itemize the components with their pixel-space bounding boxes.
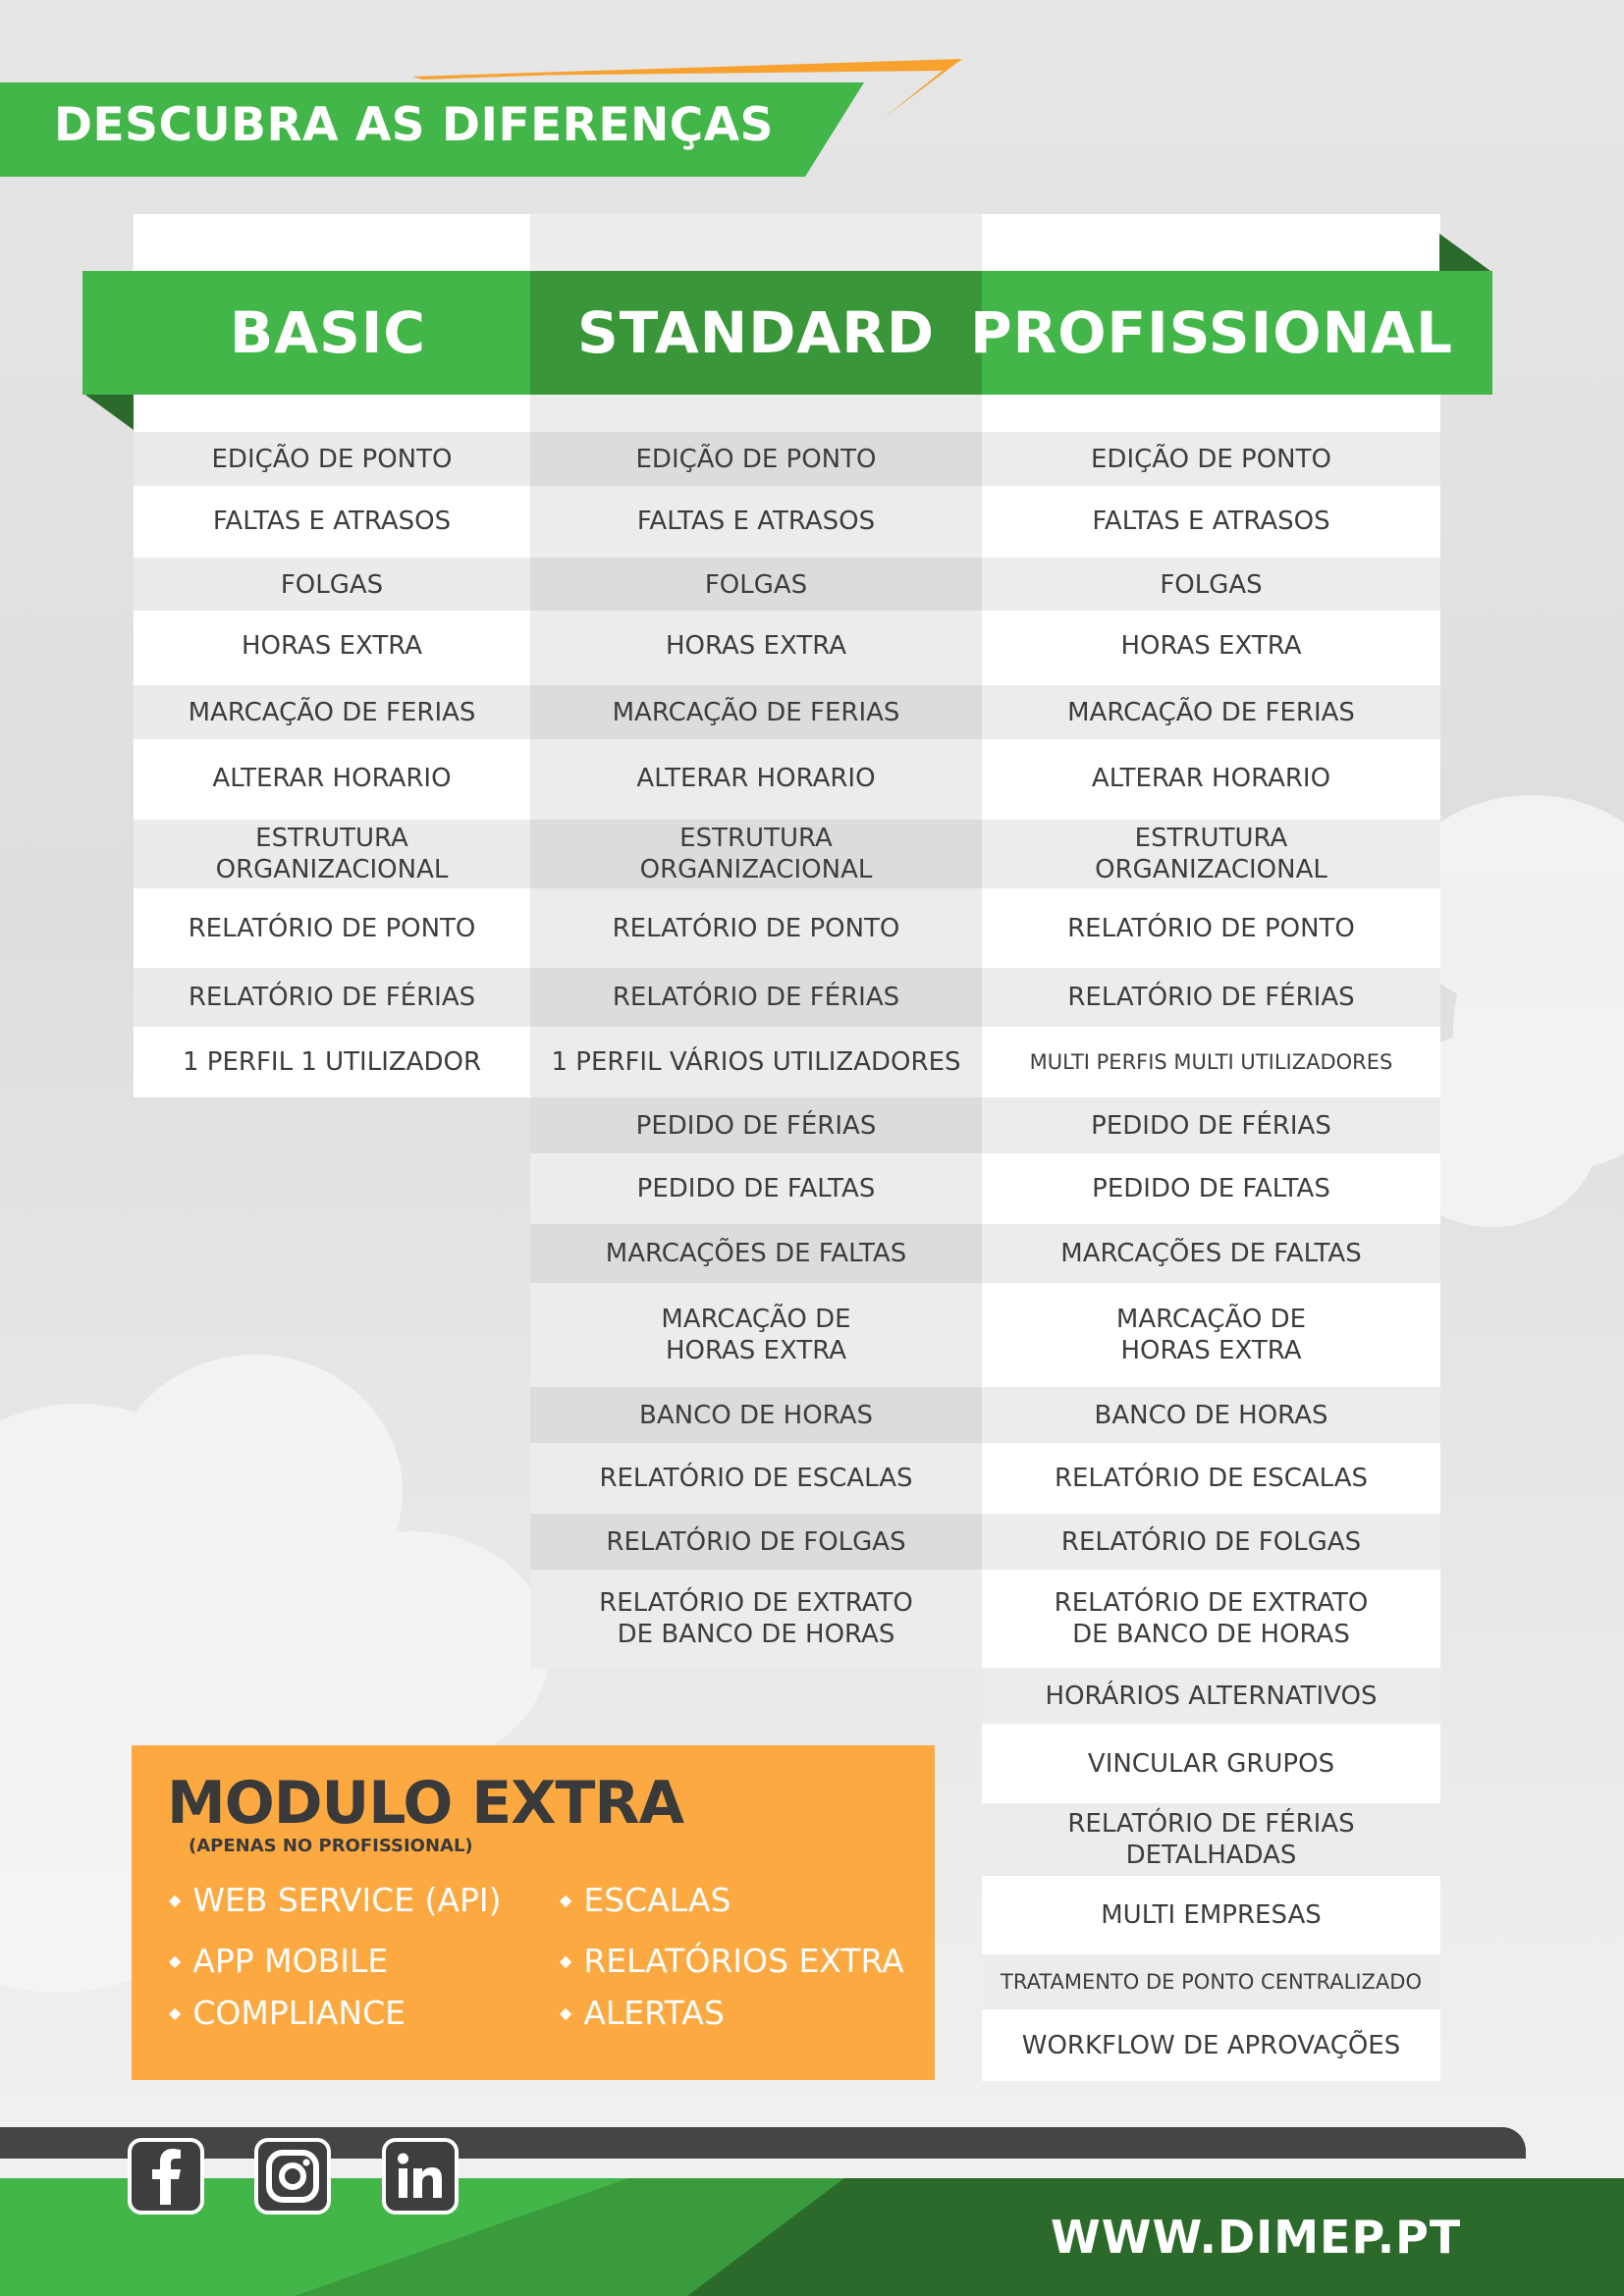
footer-dark-bar	[0, 2127, 1526, 2159]
extra-module-box	[132, 1745, 935, 2080]
ribbon-fold-right	[1439, 234, 1492, 273]
feature-cell-standard: MARCAÇÃO DE FERIAS	[530, 685, 982, 739]
page-title: DESCUBRA AS DIFERENÇAS	[54, 98, 775, 152]
extra-item: ◆ WEB SERVICE (API)	[169, 1881, 502, 1919]
feature-cell-basic: EDIÇÃO DE PONTO	[134, 432, 530, 486]
feature-cell-standard: HORAS EXTRA	[530, 611, 982, 681]
feature-cell-standard: RELATÓRIO DE FOLGAS	[530, 1514, 982, 1570]
feature-cell-standard: BANCO DE HORAS	[530, 1387, 982, 1443]
feature-cell-standard: MARCAÇÃO DE HORAS EXTRA	[530, 1283, 982, 1387]
facebook-icon[interactable]	[128, 2138, 204, 2215]
feature-cell-standard: MARCAÇÕES DE FALTAS	[530, 1224, 982, 1283]
feature-cell-profissional: BANCO DE HORAS	[982, 1387, 1440, 1443]
bullet-icon: ◆	[560, 1891, 572, 1909]
feature-cell-basic: RELATÓRIO DE PONTO	[134, 889, 530, 968]
extra-item: ◆ ALERTAS	[560, 1994, 725, 2032]
extra-module-subtitle: (APENAS NO PROFISSIONAL)	[189, 1836, 473, 1856]
extra-module-title: MODULO EXTRA	[167, 1769, 684, 1838]
linkedin-icon[interactable]	[382, 2138, 459, 2215]
feature-cell-profissional: RELATÓRIO DE FÉRIAS DETALHADAS	[982, 1803, 1440, 1876]
bullet-icon: ◆	[560, 1951, 572, 1970]
feature-cell-profissional: FALTAS E ATRASOS	[982, 486, 1440, 557]
feature-cell-standard: 1 PERFIL VÁRIOS UTILIZADORES	[530, 1027, 982, 1097]
website-url[interactable]: WWW.DIMEP.PT	[1051, 2211, 1462, 2264]
feature-cell-profissional: HORÁRIOS ALTERNATIVOS	[982, 1668, 1440, 1724]
bullet-icon: ◆	[560, 2003, 572, 2022]
bullet-icon: ◆	[169, 1891, 182, 1909]
feature-cell-standard: PEDIDO DE FALTAS	[530, 1153, 982, 1224]
feature-cell-standard: RELATÓRIO DE FÉRIAS	[530, 968, 982, 1027]
extra-item: ◆ COMPLIANCE	[169, 1994, 406, 2032]
feature-cell-profissional: EDIÇÃO DE PONTO	[982, 432, 1440, 486]
feature-cell-basic: FALTAS E ATRASOS	[134, 486, 530, 557]
feature-cell-profissional: RELATÓRIO DE FOLGAS	[982, 1514, 1440, 1570]
feature-cell-profissional: PEDIDO DE FALTAS	[982, 1153, 1440, 1224]
feature-cell-standard: EDIÇÃO DE PONTO	[530, 432, 982, 486]
plan-header-basic: BASIC	[82, 271, 530, 395]
feature-cell-standard: RELATÓRIO DE ESCALAS	[530, 1443, 982, 1514]
feature-cell-basic: FOLGAS	[134, 558, 530, 612]
feature-cell-basic: ESTRUTURA ORGANIZACIONAL	[134, 820, 530, 888]
feature-cell-profissional: MULTI EMPRESAS	[982, 1876, 1440, 1954]
feature-cell-standard: FOLGAS	[530, 558, 982, 612]
feature-cell-profissional: VINCULAR GRUPOS	[982, 1724, 1440, 1803]
feature-cell-profissional: ALTERAR HORARIO	[982, 739, 1440, 818]
extra-item: ◆ ESCALAS	[560, 1881, 731, 1919]
feature-cell-profissional: FOLGAS	[982, 558, 1440, 612]
ribbon-fold-left	[82, 393, 135, 432]
feature-cell-profissional: PEDIDO DE FÉRIAS	[982, 1097, 1440, 1153]
feature-cell-standard: ESTRUTURA ORGANIZACIONAL	[530, 820, 982, 888]
feature-cell-profissional: TRATAMENTO DE PONTO CENTRALIZADO	[982, 1954, 1440, 2009]
bullet-icon: ◆	[169, 1951, 182, 1970]
feature-cell-profissional: RELATÓRIO DE PONTO	[982, 889, 1440, 968]
feature-cell-profissional: HORAS EXTRA	[982, 611, 1440, 681]
bullet-icon: ◆	[169, 2003, 182, 2022]
extra-item: ◆ RELATÓRIOS EXTRA	[560, 1942, 904, 1980]
feature-cell-standard: RELATÓRIO DE EXTRATO DE BANCO DE HORAS	[530, 1570, 982, 1668]
feature-cell-basic: 1 PERFIL 1 UTILIZADOR	[134, 1027, 530, 1097]
feature-cell-basic: ALTERAR HORARIO	[134, 739, 530, 818]
feature-cell-standard: PEDIDO DE FÉRIAS	[530, 1097, 982, 1153]
feature-cell-profissional: MARCAÇÃO DE FERIAS	[982, 685, 1440, 739]
plan-header-standard: STANDARD	[530, 271, 982, 395]
feature-cell-profissional: RELATÓRIO DE ESCALAS	[982, 1443, 1440, 1514]
feature-cell-profissional: MARCAÇÕES DE FALTAS	[982, 1224, 1440, 1283]
feature-cell-standard: FALTAS E ATRASOS	[530, 486, 982, 557]
feature-cell-profissional: WORKFLOW DE APROVAÇÕES	[982, 2009, 1440, 2081]
feature-cell-standard: RELATÓRIO DE PONTO	[530, 889, 982, 968]
instagram-icon[interactable]	[254, 2138, 331, 2215]
feature-cell-profissional: RELATÓRIO DE FÉRIAS	[982, 968, 1440, 1027]
feature-cell-basic: RELATÓRIO DE FÉRIAS	[134, 968, 530, 1027]
feature-cell-standard: ALTERAR HORARIO	[530, 739, 982, 818]
feature-cell-basic: HORAS EXTRA	[134, 611, 530, 681]
feature-cell-profissional: MARCAÇÃO DE HORAS EXTRA	[982, 1283, 1440, 1387]
feature-cell-basic: MARCAÇÃO DE FERIAS	[134, 685, 530, 739]
feature-cell-profissional: MULTI PERFIS MULTI UTILIZADORES	[982, 1027, 1440, 1097]
feature-cell-profissional: RELATÓRIO DE EXTRATO DE BANCO DE HORAS	[982, 1570, 1440, 1668]
feature-cell-profissional: ESTRUTURA ORGANIZACIONAL	[982, 820, 1440, 888]
extra-item: ◆ APP MOBILE	[169, 1942, 389, 1980]
plan-header-profissional: PROFISSIONAL	[982, 271, 1492, 395]
